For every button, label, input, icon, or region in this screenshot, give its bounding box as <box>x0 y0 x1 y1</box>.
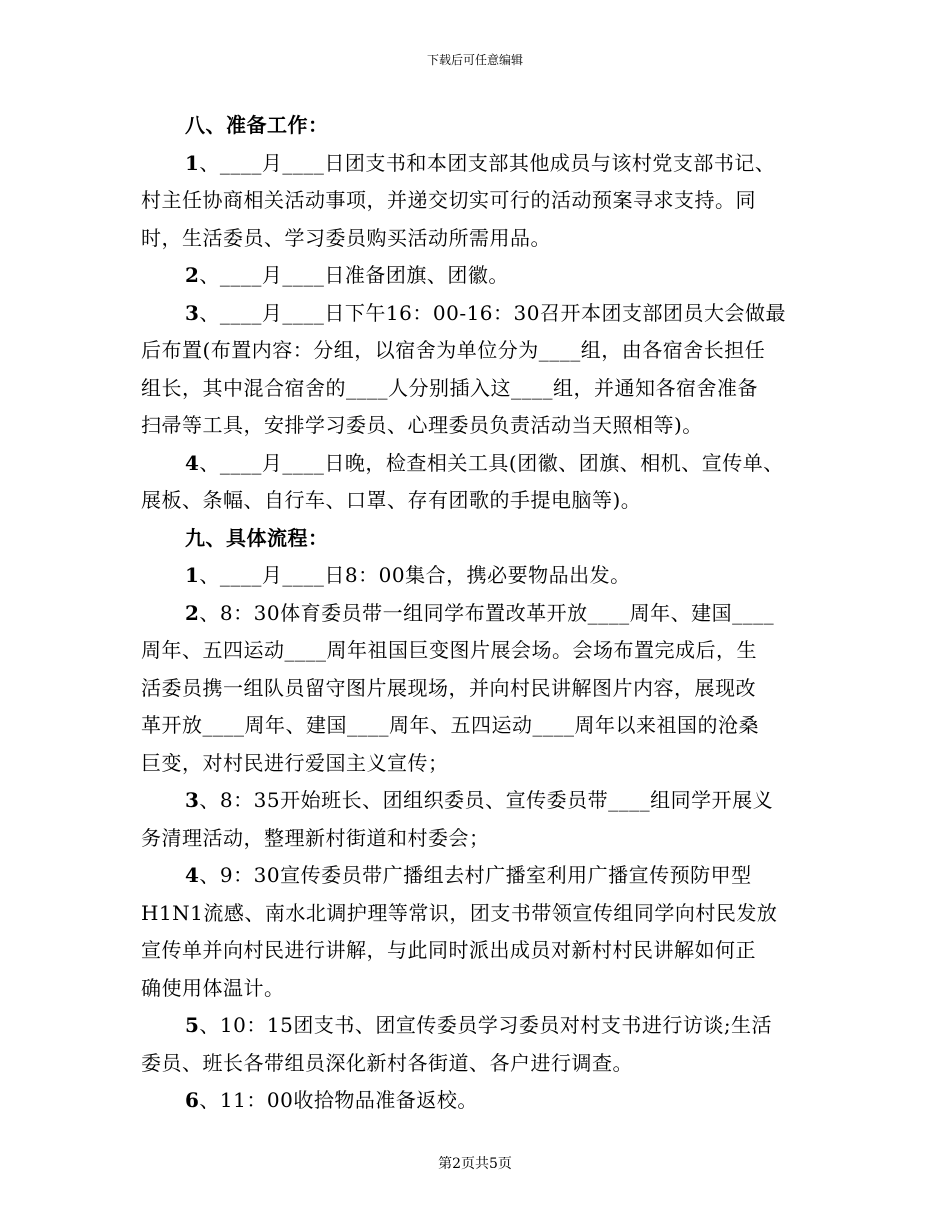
paragraph-line: 巨变，对村民进行爱国主义宣传； <box>141 750 449 775</box>
paragraph-line: 周年、五四运动____周年祖国巨变图片展会场。会场布置完成后，生 <box>141 638 757 662</box>
paragraph-line: 活委员携一组队员留守图片展现场，并向村民讲解图片内容，展现改 <box>141 675 756 700</box>
paragraph-line: 村主任协商相关活动事项，并递交切实可行的活动预案寻求支持。同 <box>141 188 756 212</box>
paragraph-line: 1、____月____日团支书和本团支部其他成员与该村党支部书记、 <box>185 150 776 175</box>
paragraph-line: 3、8：35开始班长、团组织委员、宣传委员带____组同学开展义 <box>185 788 774 812</box>
page-number: 第2页共5页 <box>438 1156 512 1172</box>
section-heading: 八、准备工作： <box>185 113 329 137</box>
paragraph-line: 4、____月____日晚，检查相关工具(团徽、团旗、相机、宣传单、 <box>185 450 784 475</box>
paragraph-line: 2、8：30体育委员带一组同学布置改革开放____周年、建国____ <box>185 600 775 625</box>
section-heading: 九、具体流程： <box>185 525 329 550</box>
paragraph-line: 宣传单并向村民进行讲解，与此同时派出成员对新村村民讲解如何正 <box>141 938 756 962</box>
paragraph-line: 组长，其中混合宿舍的____人分别插入这____组，并通知各宿舍准备 <box>141 375 758 400</box>
paragraph-line: 革开放____周年、建国____周年、五四运动____周年以来祖国的沧桑 <box>141 713 759 737</box>
paragraph-line: H1N1流感、南水北调护理等常识，团支书带领宣传组同学向村民发放 <box>141 900 778 925</box>
paragraph-line: 6、11：00收拾物品准备返校。 <box>185 1088 478 1112</box>
paragraph-line: 委员、班长各带组员深化新村各街道、各户进行调查。 <box>141 1050 633 1075</box>
paragraph-line: 后布置(布置内容：分组，以宿舍为单位分为____组，由各宿舍长担任 <box>141 338 766 362</box>
document-body <box>141 107 811 1120</box>
paragraph-line: 务清理活动，整理新村街道和村委会； <box>141 825 490 850</box>
paragraph-line: 确使用体温计。 <box>141 975 285 1000</box>
paragraph-line: 4、9：30宣传委员带广播组去村广播室利用广播宣传预防甲型 <box>185 863 752 887</box>
page-header-note: 下载后可任意编辑 <box>426 53 523 67</box>
paragraph-line: 5、10：15团支书、团宣传委员学习委员对村支书进行访谈;生活 <box>185 1013 773 1037</box>
paragraph-line: 展板、条幅、自行车、口罩、存有团歌的手提电脑等)。 <box>141 488 642 512</box>
paragraph-line: 扫帚等工具，安排学习委员、心理委员负责活动当天照相等)。 <box>141 413 703 437</box>
paragraph-line: 3、____月____日下午16：00-16：30召开本团支部团员大会做最 <box>185 300 786 325</box>
paragraph-line: 1、____月____日8：00集合，携必要物品出发。 <box>185 563 631 587</box>
paragraph-line: 时，生活委员、学习委员购买活动所需用品。 <box>141 225 551 250</box>
paragraph-line: 2、____月____日准备团旗、团徽。 <box>185 263 509 287</box>
